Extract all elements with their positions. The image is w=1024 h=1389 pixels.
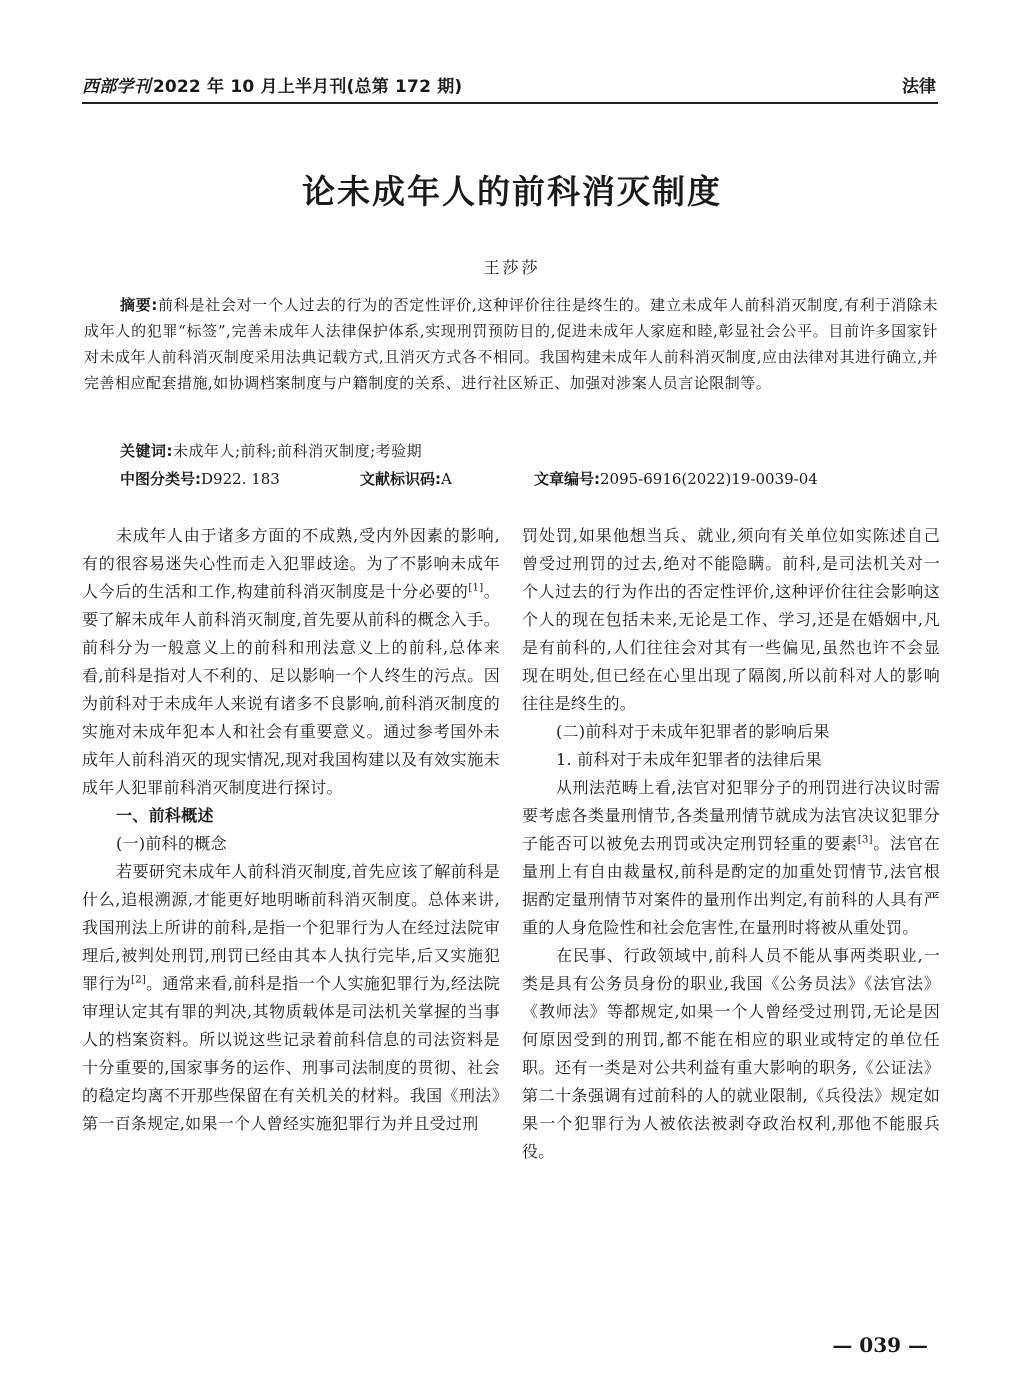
paragraph-text: 。要了解未成年人前科消灭制度,首先要从前科的概念入手。前科分为一般意义上的前科和刑法意义上的前科,总体来看,前科是指对人不利的、足以影响一个人终生的污点。因为前科对于未成年人来说有诸多不良影响,前科消灭制度的实施对未成年犯本人和社会有重要意义。通过参考国外未成年人前科消灭的现实情况,现对我国构建以及有效实施未成年人犯罪前科消灭制度进行探讨。 bbox=[82, 582, 500, 797]
body-paragraph: 在民事、行政领域中,前科人员不能从事两类职业,一类是具有公务员身份的职业,我国《公务员法》《法官法》《教师法》等都规定,如果一个人曾经受过刑罚,无论是因何原因受到的刑罚,都不能在相应的职业或特定的单位任职。还有一类是对公共利益有重大影响的职务,《公证法》第二十条强调有过前科的人的就业限制,《兵役法》规定如果一个犯罪行为人被依法被剥夺政治权利,那他不能服兵役。 bbox=[522, 946, 940, 1161]
clc-label: 中图分类号: bbox=[120, 470, 201, 488]
author-name: 王莎莎 bbox=[483, 258, 541, 277]
running-header bbox=[82, 68, 938, 104]
right-column bbox=[522, 522, 940, 1166]
paragraph-text: 未成年人由于诸多方面的不成熟,受内外因素的影响,有的很容易迷失心性而走入犯罪歧途。为了不影响未成年人今后的生活和工作,构建前科消灭制度是十分必要的 bbox=[82, 526, 500, 601]
abstract-label: 摘要: bbox=[120, 296, 158, 314]
abstract-text: 前科是社会对一个人过去的行为的否定性评价,这种评价往往是终生的。建立未成年人前科消灭制度,有利于消除未成年人的犯罪“标签”,完善未成年人法律保护体系,实现刑罚预防目的,促进未成年人家庭和睦,彰显社会公平。目前许多国家针对未成年人前科消灭制度采用法典记载方式,且消灭方式各不相同。我国构建未成年人前科消灭制度,应由法律对其进行确立,并完善相应配套措施,如协调档案制度与户籍制度的关系、进行社区矫正、加强对涉案人员言论限制等。 bbox=[84, 296, 939, 392]
article-number-label: 文章编号: bbox=[534, 470, 600, 488]
journal-logo: 西部学刊 bbox=[82, 77, 151, 97]
citation-ref: [3] bbox=[857, 834, 873, 846]
keywords bbox=[120, 439, 940, 463]
paragraph-text: 。通常来看,前科是指一个人实施犯罪行为,经法院审理认定其有罪的判决,其物质载体是司法机关掌握的当事人的档案资料。所以说这些记录着前科信息的司法资料是十分重要的,国家事务的运作、刑事司法制度的贯彻、社会的稳定均离不开那些保留在有关机关的材料。我国《刑法》第一百条规定,如果一个人曾经实施犯罪行为并且受过刑 bbox=[82, 974, 500, 1133]
clc-value: D922. 183 bbox=[201, 470, 280, 488]
section-heading: 一、前科概述 bbox=[116, 806, 214, 825]
citation-ref: [1] bbox=[468, 582, 484, 594]
body-paragraph bbox=[82, 858, 500, 1138]
doc-code-value: A bbox=[441, 470, 452, 488]
issue-label: 2022 年 10 月上半月刊(总第 172 期) bbox=[152, 77, 463, 97]
paragraph-text: 从刑法范畴上看,法官对犯罪分子的刑罚进行决议时需要考虑各类量刑情节,各类量刑情节就成为法官决议犯罪分子能否可以被免去刑罚或决定刑罚轻重的要素 bbox=[522, 778, 940, 853]
section-label: 法律 bbox=[902, 77, 936, 97]
abstract bbox=[84, 292, 938, 396]
citation-ref: [2] bbox=[131, 974, 147, 986]
article-number-value: 2095-6916(2022)19-0039-04 bbox=[600, 470, 818, 488]
article-title: 论未成年人的前科消灭制度 bbox=[302, 172, 722, 211]
subsection-heading: (二)前科对于未成年犯罪者的影响后果 bbox=[556, 722, 830, 741]
page-number: — 039 — bbox=[832, 1333, 928, 1357]
body-paragraph: 罚处罚,如果他想当兵、就业,须向有关单位如实陈述自己曾受过刑罚的过去,绝对不能隐瞒。前科,是司法机关对一个人过去的行为作出的否定性评价,这种评价往往会影响这个人的现在包括未来,无论是工作、学习,还是在婚姻中,凡是有前科的,人们往往会对其有一些偏见,虽然也许不会显现在明处,但已经在心里出现了隔阂,所以前科对人的影响往往是终生的。 bbox=[522, 526, 940, 713]
article-number-block bbox=[534, 467, 818, 491]
doc-code-label: 文献标识码: bbox=[360, 470, 441, 488]
left-column bbox=[82, 522, 500, 1138]
keywords-text: 未成年人;前科;前科消灭制度;考验期 bbox=[173, 442, 423, 460]
body-paragraph bbox=[82, 522, 500, 802]
subsection-heading: (一)前科的概念 bbox=[116, 834, 227, 853]
subsubsection-heading: 1. 前科对于未成年犯罪者的法律后果 bbox=[556, 750, 822, 769]
clc-block bbox=[120, 467, 280, 491]
keywords-label: 关键词: bbox=[120, 442, 173, 460]
paragraph-text: 若要研究未成年人前科消灭制度,首先应该了解前科是什么,追根溯源,才能更好地明晰前科消灭制度。总体来讲,我国刑法上所讲的前科,是指一个犯罪行为人在经过法院审理后,被判处刑罚,刑罚已经由其本人执行完毕,后又实施犯罪行为 bbox=[82, 862, 500, 993]
journal-issue bbox=[82, 72, 462, 97]
paragraph-text: 。法官在量刑上有自由裁量权,前科是酌定的加重处罚情节,法官根据酌定量刑情节对案件的量刑作出判定,有前科的人具有严重的人身危险性和社会危害性,在量刑时将被从重处罚。 bbox=[522, 834, 940, 937]
doc-code-block bbox=[360, 467, 452, 491]
body-paragraph bbox=[522, 774, 940, 942]
